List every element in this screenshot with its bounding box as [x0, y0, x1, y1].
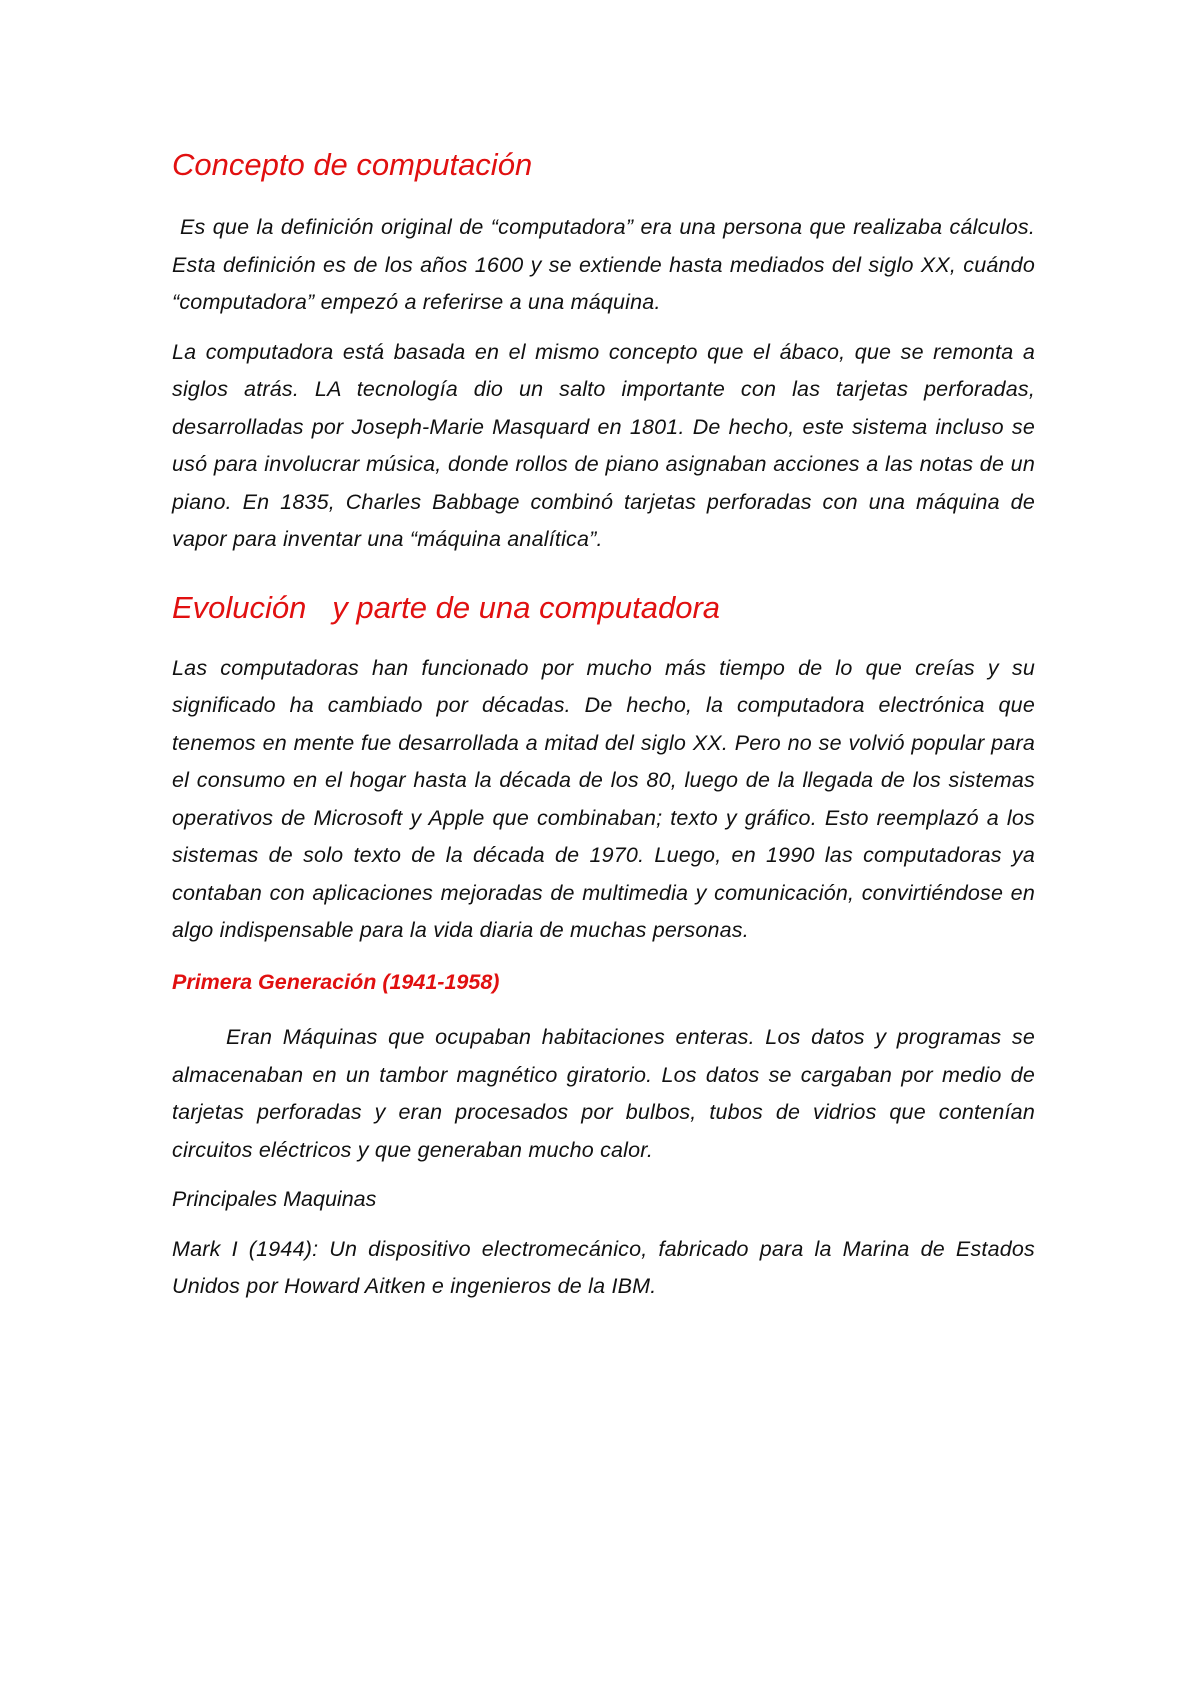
- label-principales-maquinas: Principales Maquinas: [172, 1187, 377, 1212]
- paragraph-definicion: Es que la definición original de “computadora” era una persona que realizaba cálculos. Esta definición es de los años 1600 y se extiende hasta mediados del siglo XX, cuándo “computadora” empezó a referirse a una máquina.: [172, 215, 1035, 315]
- document-page: [172, 146, 1035, 1318]
- paragraph-mark-i: Mark I (1944): Un dispositivo electromecánico, fabricado para la Marina de Estados Unidos por Howard Aitken e ingenieros de la IBM.: [172, 1236, 1035, 1299]
- section-title-concepto: Concepto de computación: [172, 147, 533, 182]
- paragraph-historia: La computadora está basada en el mismo concepto que el ábaco, que se remonta a siglos atrás. LA tecnología dio un salto importante con las tarjetas perforadas, desarrolladas por Joseph-Marie Masquard en 1801. De hecho, este sistema incluso se usó para involucrar música, donde rollos de piano asignaban acciones a las notas de un piano. En 1835, Charles Babbage combinó tarjetas perforadas con una máquina de vapor para inventar una “máquina analítica”.: [172, 339, 1035, 552]
- paragraph-primera-generacion: Eran Máquinas que ocupaban habitaciones enteras. Los datos y programas se almacenaban en un tambor magnético giratorio. Los datos se cargaban por medio de tarjetas perforadas y eran procesados por bulbos, tubos de vidrios que contenían circuitos eléctricos y que generaban mucho calor.: [172, 1025, 1035, 1162]
- section-title-evolucion: Evolución y parte de una computadora: [172, 589, 721, 625]
- subsection-title-primera-generacion: Primera Generación (1941-1958): [172, 969, 500, 994]
- paragraph-evolucion: Las computadoras han funcionado por mucho más tiempo de lo que creías y su significado ha cambiado por décadas. De hecho, la computadora electrónica que tenemos en mente fue desarrollada a mitad del siglo XX. Pero no se volvió popular para el consumo en el hogar hasta la década de los 80, luego de la llegada de los sistemas operativos de Microsoft y Apple que combinaban; texto y gráfico. Esto reemplazó a los sistemas de solo texto de la década de 1970. Luego, en 1990 las computadoras ya contaban con aplicaciones mejoradas de multimedia y comunicación, convirtiéndose en algo indispensable para la vida diaria de muchas personas.: [172, 655, 1035, 943]
